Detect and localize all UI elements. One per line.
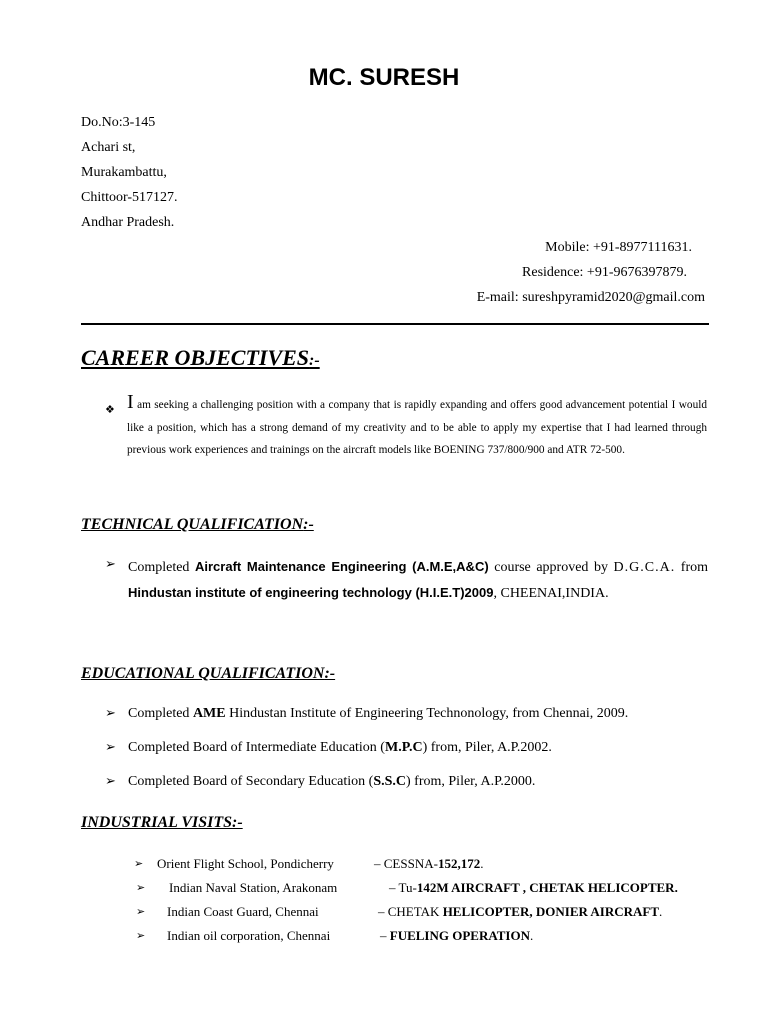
address-line: Andhar Pradesh. [81,215,175,230]
header-divider [81,323,709,325]
residence-number: Residence: +91-9676397879. [522,265,687,280]
career-objectives-heading: CAREER OBJECTIVES:- [81,345,320,370]
address-line: Achari st, [81,140,136,155]
mobile-number: Mobile: +91-8977111631. [545,240,692,255]
visit-place: Indian oil corporation, Chennai [167,928,331,943]
arrow-bullet-icon: ➢ [136,929,146,942]
industrial-visits-heading: INDUSTRIAL VISITS:- [81,814,243,831]
visit-place: Indian Coast Guard, Chennai [167,904,319,919]
address-line: Chittoor-517127. [81,190,178,205]
education-item: Completed Board of Secondary Education (S.S.C) from, Piler, A.P.2000. [128,774,536,789]
arrow-bullet-icon: ➢ [105,774,116,789]
educational-qualification-heading: EDUCATIONAL QUALIFICATION:- [81,665,336,682]
arrow-bullet-icon: ➢ [105,740,116,755]
education-item: Completed AME Hindustan Institute of Engineering Technonology, from Chennai, 2009. [128,706,629,721]
arrow-bullet-icon: ➢ [105,706,116,721]
technical-qualification-text: Completed Aircraft Maintenance Engineering (A.M.E,A&C) course approved by D.G.C.A. from Hindustan institute of engineering technology (H.I.E.T)2009, CHEENAI,INDIA. [128,559,708,601]
arrow-bullet-icon: ➢ [105,557,116,572]
arrow-bullet-icon: ➢ [134,857,144,870]
arrow-bullet-icon: ➢ [136,881,146,894]
candidate-name: MC. SURESH [308,64,460,91]
technical-qualification-heading: TECHNICAL QUALIFICATION:- [81,516,314,533]
diamond-bullet-icon: ❖ [105,403,115,416]
career-objective-text: I am seeking a challenging position with a company that is rapidly expanding and offers good advancement potential I would like a position, which has a strong demand of my creativity and to be able to apply my expertise that I had learned through previous work experiences and trainings on the aircraft models like BOENING 737/800/900 and ATR 72-500. [127,391,707,456]
visit-details: – FUELING OPERATION. [380,928,534,943]
visit-details: – CHETAK HELICOPTER, DONIER AIRCRAFT. [378,904,663,919]
arrow-bullet-icon: ➢ [136,905,146,918]
visit-place: Orient Flight School, Pondicherry [157,856,334,871]
address-line: Murakambattu, [81,165,167,180]
address-line: Do.No:3-145 [81,115,156,130]
visit-details: – CESSNA-152,172. [374,856,484,871]
visit-details: – Tu-142M AIRCRAFT , CHETAK HELICOPTER. [389,880,678,895]
email-address: E-mail: sureshpyramid2020@gmail.com [476,290,705,305]
visit-place: Indian Naval Station, Arakonam [169,880,338,895]
education-item: Completed Board of Intermediate Education (M.P.C) from, Piler, A.P.2002. [128,740,552,755]
